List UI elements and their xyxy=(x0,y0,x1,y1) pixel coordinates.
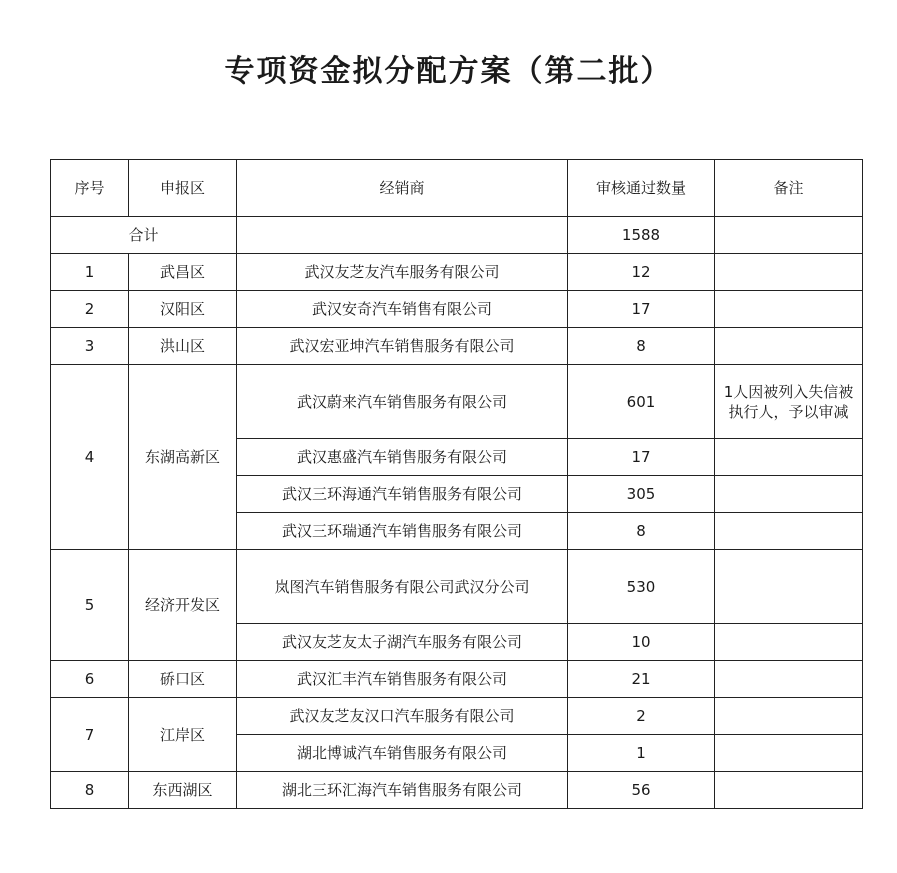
row-district: 汉阳区 xyxy=(129,291,237,328)
total-row xyxy=(51,217,863,254)
row-index: 8 xyxy=(51,772,129,809)
row-remark xyxy=(715,661,863,698)
row-count: 8 xyxy=(568,513,715,550)
row-count: 8 xyxy=(568,328,715,365)
row-dealer: 武汉三环瑞通汽车销售服务有限公司 xyxy=(237,513,568,550)
row-remark xyxy=(715,439,863,476)
table-row xyxy=(51,328,863,365)
row-dealer: 武汉安奇汽车销售有限公司 xyxy=(237,291,568,328)
table-row xyxy=(51,365,863,439)
row-dealer: 武汉蔚来汽车销售服务有限公司 xyxy=(237,365,568,439)
header-district: 申报区 xyxy=(129,160,237,217)
row-remark xyxy=(715,624,863,661)
header-index: 序号 xyxy=(51,160,129,217)
row-remark xyxy=(715,476,863,513)
row-index: 1 xyxy=(51,254,129,291)
row-count: 2 xyxy=(568,698,715,735)
row-count: 601 xyxy=(568,365,715,439)
table-row xyxy=(51,772,863,809)
row-district: 东西湖区 xyxy=(129,772,237,809)
row-dealer: 湖北三环汇海汽车销售服务有限公司 xyxy=(237,772,568,809)
row-dealer: 武汉惠盛汽车销售服务有限公司 xyxy=(237,439,568,476)
row-district: 硚口区 xyxy=(129,661,237,698)
table-row xyxy=(51,661,863,698)
row-remark: 1人因被列入失信被执行人，予以审减 xyxy=(715,365,863,439)
table-row xyxy=(51,291,863,328)
row-index: 5 xyxy=(51,550,129,661)
row-dealer: 湖北博诚汽车销售服务有限公司 xyxy=(237,735,568,772)
row-dealer: 武汉汇丰汽车销售服务有限公司 xyxy=(237,661,568,698)
total-dealer-cell xyxy=(237,217,568,254)
row-index: 3 xyxy=(51,328,129,365)
row-count: 10 xyxy=(568,624,715,661)
row-dealer: 岚图汽车销售服务有限公司武汉分公司 xyxy=(237,550,568,624)
row-remark xyxy=(715,698,863,735)
row-count: 17 xyxy=(568,439,715,476)
row-count: 17 xyxy=(568,291,715,328)
header-remark: 备注 xyxy=(715,160,863,217)
row-remark xyxy=(715,291,863,328)
row-district: 东湖高新区 xyxy=(129,365,237,550)
row-dealer: 武汉友芝友太子湖汽车服务有限公司 xyxy=(237,624,568,661)
row-index: 7 xyxy=(51,698,129,772)
row-count: 12 xyxy=(568,254,715,291)
allocation-table xyxy=(50,159,863,809)
row-index: 6 xyxy=(51,661,129,698)
row-dealer: 武汉友芝友汽车服务有限公司 xyxy=(237,254,568,291)
total-label: 合计 xyxy=(51,217,237,254)
row-count: 305 xyxy=(568,476,715,513)
row-index: 4 xyxy=(51,365,129,550)
row-remark xyxy=(715,513,863,550)
row-dealer: 武汉友芝友汉口汽车服务有限公司 xyxy=(237,698,568,735)
row-remark xyxy=(715,772,863,809)
header-count: 审核通过数量 xyxy=(568,160,715,217)
table-row xyxy=(51,254,863,291)
row-district: 经济开发区 xyxy=(129,550,237,661)
table-row xyxy=(51,550,863,624)
total-count: 1588 xyxy=(568,217,715,254)
table-row xyxy=(51,698,863,735)
row-district: 洪山区 xyxy=(129,328,237,365)
document-title: 专项资金拟分配方案（第二批） xyxy=(224,54,673,89)
header-dealer: 经销商 xyxy=(237,160,568,217)
table-header-row xyxy=(51,160,863,217)
row-remark xyxy=(715,254,863,291)
row-count: 56 xyxy=(568,772,715,809)
total-remark-cell xyxy=(715,217,863,254)
row-district: 武昌区 xyxy=(129,254,237,291)
row-index: 2 xyxy=(51,291,129,328)
row-remark xyxy=(715,735,863,772)
row-dealer: 武汉三环海通汽车销售服务有限公司 xyxy=(237,476,568,513)
row-dealer: 武汉宏亚坤汽车销售服务有限公司 xyxy=(237,328,568,365)
row-count: 530 xyxy=(568,550,715,624)
row-district: 江岸区 xyxy=(129,698,237,772)
row-remark xyxy=(715,550,863,624)
row-remark xyxy=(715,328,863,365)
row-count: 21 xyxy=(568,661,715,698)
row-count: 1 xyxy=(568,735,715,772)
